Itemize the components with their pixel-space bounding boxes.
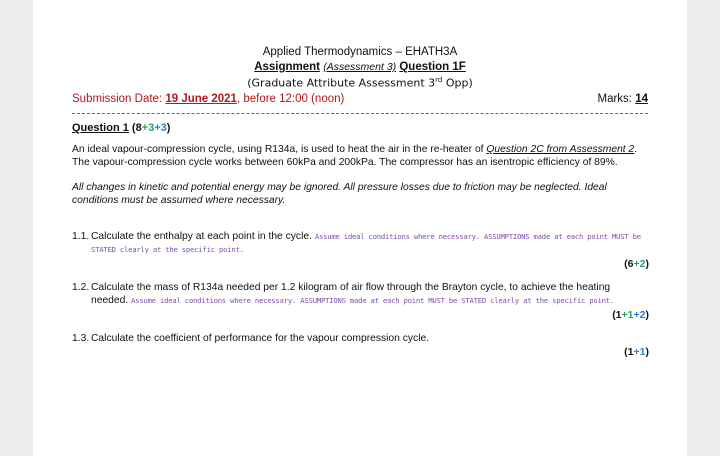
marks-close: ) xyxy=(645,258,649,270)
sub-question-number: 1.3. xyxy=(72,333,90,344)
question-marks-open: ( xyxy=(131,122,136,134)
marks-value: 14 xyxy=(635,93,648,105)
submission-row xyxy=(72,93,648,105)
assessment-subtitle xyxy=(33,76,687,90)
marks-open: (6 xyxy=(624,258,634,270)
sub-question-number: 1.1. xyxy=(72,231,90,242)
submission-label: Submission Date: xyxy=(72,93,166,105)
question-marks-close: ) xyxy=(166,122,171,134)
sub-question-1-3 xyxy=(72,333,648,346)
sub-question-1-3-marks xyxy=(624,346,649,358)
marks-close: ) xyxy=(645,309,649,321)
assignment-label: Assignment xyxy=(254,61,321,73)
question-marks-a: 8 xyxy=(135,122,142,134)
submission-date xyxy=(72,93,344,105)
question-marks-c: +3 xyxy=(154,122,167,134)
marks-close: ) xyxy=(645,346,649,358)
assessment-note: (Assessment 3) xyxy=(323,61,397,73)
assumptions-paragraph: All changes in kinetic and potential energy may be ignored. All pressure losses due to friction may be neglected. Ideal conditions must be assumed where necessary. xyxy=(72,182,607,206)
submission-time: , before 12:00 (noon) xyxy=(236,93,345,105)
subtitle-superscript: rd xyxy=(435,76,443,84)
sub-question-1-1 xyxy=(72,231,648,257)
marks-part: +1 xyxy=(621,309,634,321)
sub-question-text: Calculate the coefficient of performance for the vapour compression cycle. xyxy=(91,333,430,344)
sub-question-1-2 xyxy=(72,282,648,308)
course-title: Applied Thermodynamics – EHATH3A xyxy=(262,46,458,58)
marks-label: Marks: xyxy=(597,93,636,105)
sub-question-note: Assume ideal conditions where necessary. ASSUMPTIONS made at each point MUST be STATED clearly at the specific point. xyxy=(91,232,641,254)
sub-question-note: Assume ideal conditions where necessary. ASSUMPTIONS made at each point MUST be STATED clearly at the specific point. xyxy=(131,295,614,305)
question-heading xyxy=(72,122,170,134)
sub-question-text: Calculate the mass of R134a needed per 1.2 kilogram of air flow through the Brayton cycle, to achieve the heating needed. xyxy=(91,282,611,306)
marks-part: +2 xyxy=(633,258,646,270)
intro-paragraph xyxy=(72,144,652,170)
marks-part: +2 xyxy=(633,309,646,321)
assignment-page xyxy=(33,0,687,456)
question-title: Question 1 xyxy=(72,122,129,134)
subtitle-text: (Graduate Attribute Assessment 3 xyxy=(247,76,436,90)
assignment-heading xyxy=(33,61,687,73)
intro-reference: Question 2C from Assessment 2 xyxy=(486,144,635,155)
sub-question-number: 1.2. xyxy=(72,282,90,293)
sub-question-text: Calculate the enthalpy at each point in the cycle. xyxy=(91,231,315,242)
sub-question-1-1-marks xyxy=(624,258,649,270)
marks-open: (1 xyxy=(612,309,622,321)
submission-date-value: 19 June 2021 xyxy=(165,93,237,105)
marks-part: +1 xyxy=(633,346,646,358)
intro-text-a: An ideal vapour-compression cycle, using R134a, is used to heat the air in the re-heater of xyxy=(72,144,487,155)
question-label: Question 1F xyxy=(399,61,466,73)
question-marks-b: +3 xyxy=(141,122,155,134)
marks-open: (1 xyxy=(624,346,634,358)
divider xyxy=(72,113,648,114)
subtitle-suffix: Opp) xyxy=(442,76,473,90)
intro-text-b: . The vapour-compression cycle works between 60kPa and 200kPa. The compressor has an isentropic efficiency of 89%. xyxy=(72,144,638,168)
total-marks xyxy=(598,93,649,105)
sub-question-1-2-marks xyxy=(612,309,649,321)
